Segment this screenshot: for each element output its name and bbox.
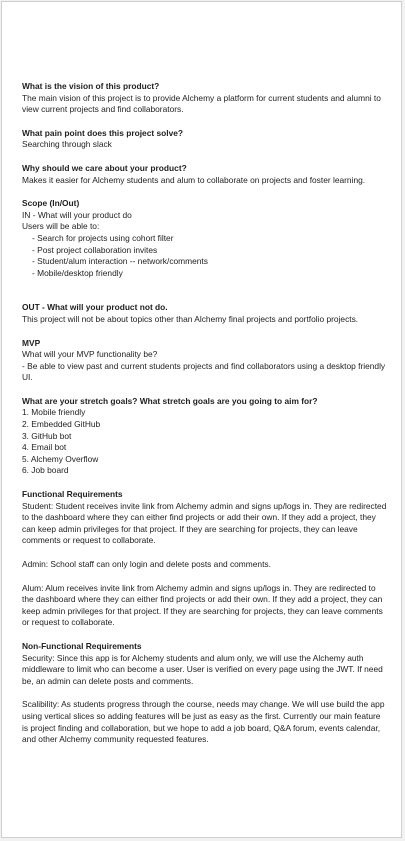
- scope-in-label: IN - What will your product do: [22, 209, 132, 220]
- non-functional-section: [22, 641, 388, 746]
- pain-point-body: Searching through slack: [22, 139, 112, 150]
- non-functional-security: Security: Since this app is for Alchemy students and alum only, we will use the Alchemy auth middleware to limit who can become a user. User is verified on every page using the JWT. If need be, an admin can delete posts and comments.: [22, 652, 383, 686]
- functional-alum: Alum: Alum receives invite link from Alchemy admin and signs up/logs in. They are redirected to the dashboard where they can either find projects or add their own. If they add a project, they can keep admin privileges for that project. If they are searching for projects, they can leave comments or request to collaborate.: [22, 582, 383, 628]
- mvp-heading: MVP: [22, 337, 41, 348]
- stretch-heading: What are your stretch goals? What stretch goals are you going to aim for?: [22, 395, 318, 406]
- out-section: [22, 302, 388, 325]
- vision-body: The main vision of this project is to provide Alchemy a platform for current students and alumni to view current projects and find collaborators.: [22, 92, 381, 115]
- stretch-item: 5. Alchemy Overflow: [22, 453, 99, 464]
- scope-item: - Post project collaboration invites: [32, 244, 158, 255]
- out-body: This project will not be about topics other than Alchemy final projects and portfolio projects.: [22, 313, 359, 324]
- scope-section: [22, 198, 388, 279]
- out-heading: OUT - What will your product not do.: [22, 302, 168, 313]
- stretch-item: 4. Email bot: [22, 442, 67, 453]
- functional-heading: Functional Requirements: [22, 489, 123, 500]
- care-body: Makes it easier for Alchemy students and alum to collaborate on projects and foster learning.: [22, 174, 366, 185]
- mvp-section: [22, 338, 388, 384]
- scope-item: - Student/alum interaction -- network/comments: [32, 256, 208, 267]
- functional-section: [22, 489, 388, 629]
- non-functional-heading: Non-Functional Requirements: [22, 640, 142, 651]
- scope-users-label: Users will be able to:: [22, 221, 100, 232]
- functional-admin: Admin: School staff can only login and delete posts and comments.: [22, 559, 271, 569]
- care-section: [22, 163, 388, 186]
- scope-item: - Mobile/desktop friendly: [32, 267, 123, 278]
- stretch-item: 3. GitHub bot: [22, 430, 72, 441]
- mvp-body: - Be able to view past and current students projects and find collaborators using a desktop friendly UI.: [22, 360, 386, 383]
- vision-section: [22, 81, 388, 116]
- vision-heading: What is the vision of this product?: [22, 81, 160, 91]
- pain-point-heading: What pain point does this project solve?: [22, 127, 183, 138]
- scope-item: - Search for projects using cohort filter: [32, 232, 174, 243]
- document-body: [22, 81, 388, 746]
- care-heading: Why should we care about your product?: [22, 162, 187, 173]
- stretch-section: [22, 396, 388, 477]
- functional-student: Student: Student receives invite link from Alchemy admin and signs up/logs in. They are redirected to the dashboard where they can either find projects or add their own. If they add a project, they can keep admin privileges for that project. If they are searching for projects, they can leave comments or request to collaborate.: [22, 500, 387, 546]
- scope-heading: Scope (In/Out): [22, 198, 80, 209]
- stretch-item: 1. Mobile friendly: [22, 407, 86, 418]
- pain-point-section: [22, 128, 388, 151]
- mvp-question: What will your MVP functionality be?: [22, 349, 158, 360]
- non-functional-scalability: Scalibility: As students progress through the course, needs may change. We will use build the app using vertical slices so adding features will be just as easy as the first. Currently our main feature is project finding and collaboration, but we hope to add a job board, Q&A forum, events calendar, and other Alchemy community requested features.: [22, 699, 385, 745]
- document-page: [1, 1, 402, 838]
- stretch-item: 2. Embedded GitHub: [22, 419, 101, 430]
- stretch-item: 6. Job board: [22, 465, 69, 476]
